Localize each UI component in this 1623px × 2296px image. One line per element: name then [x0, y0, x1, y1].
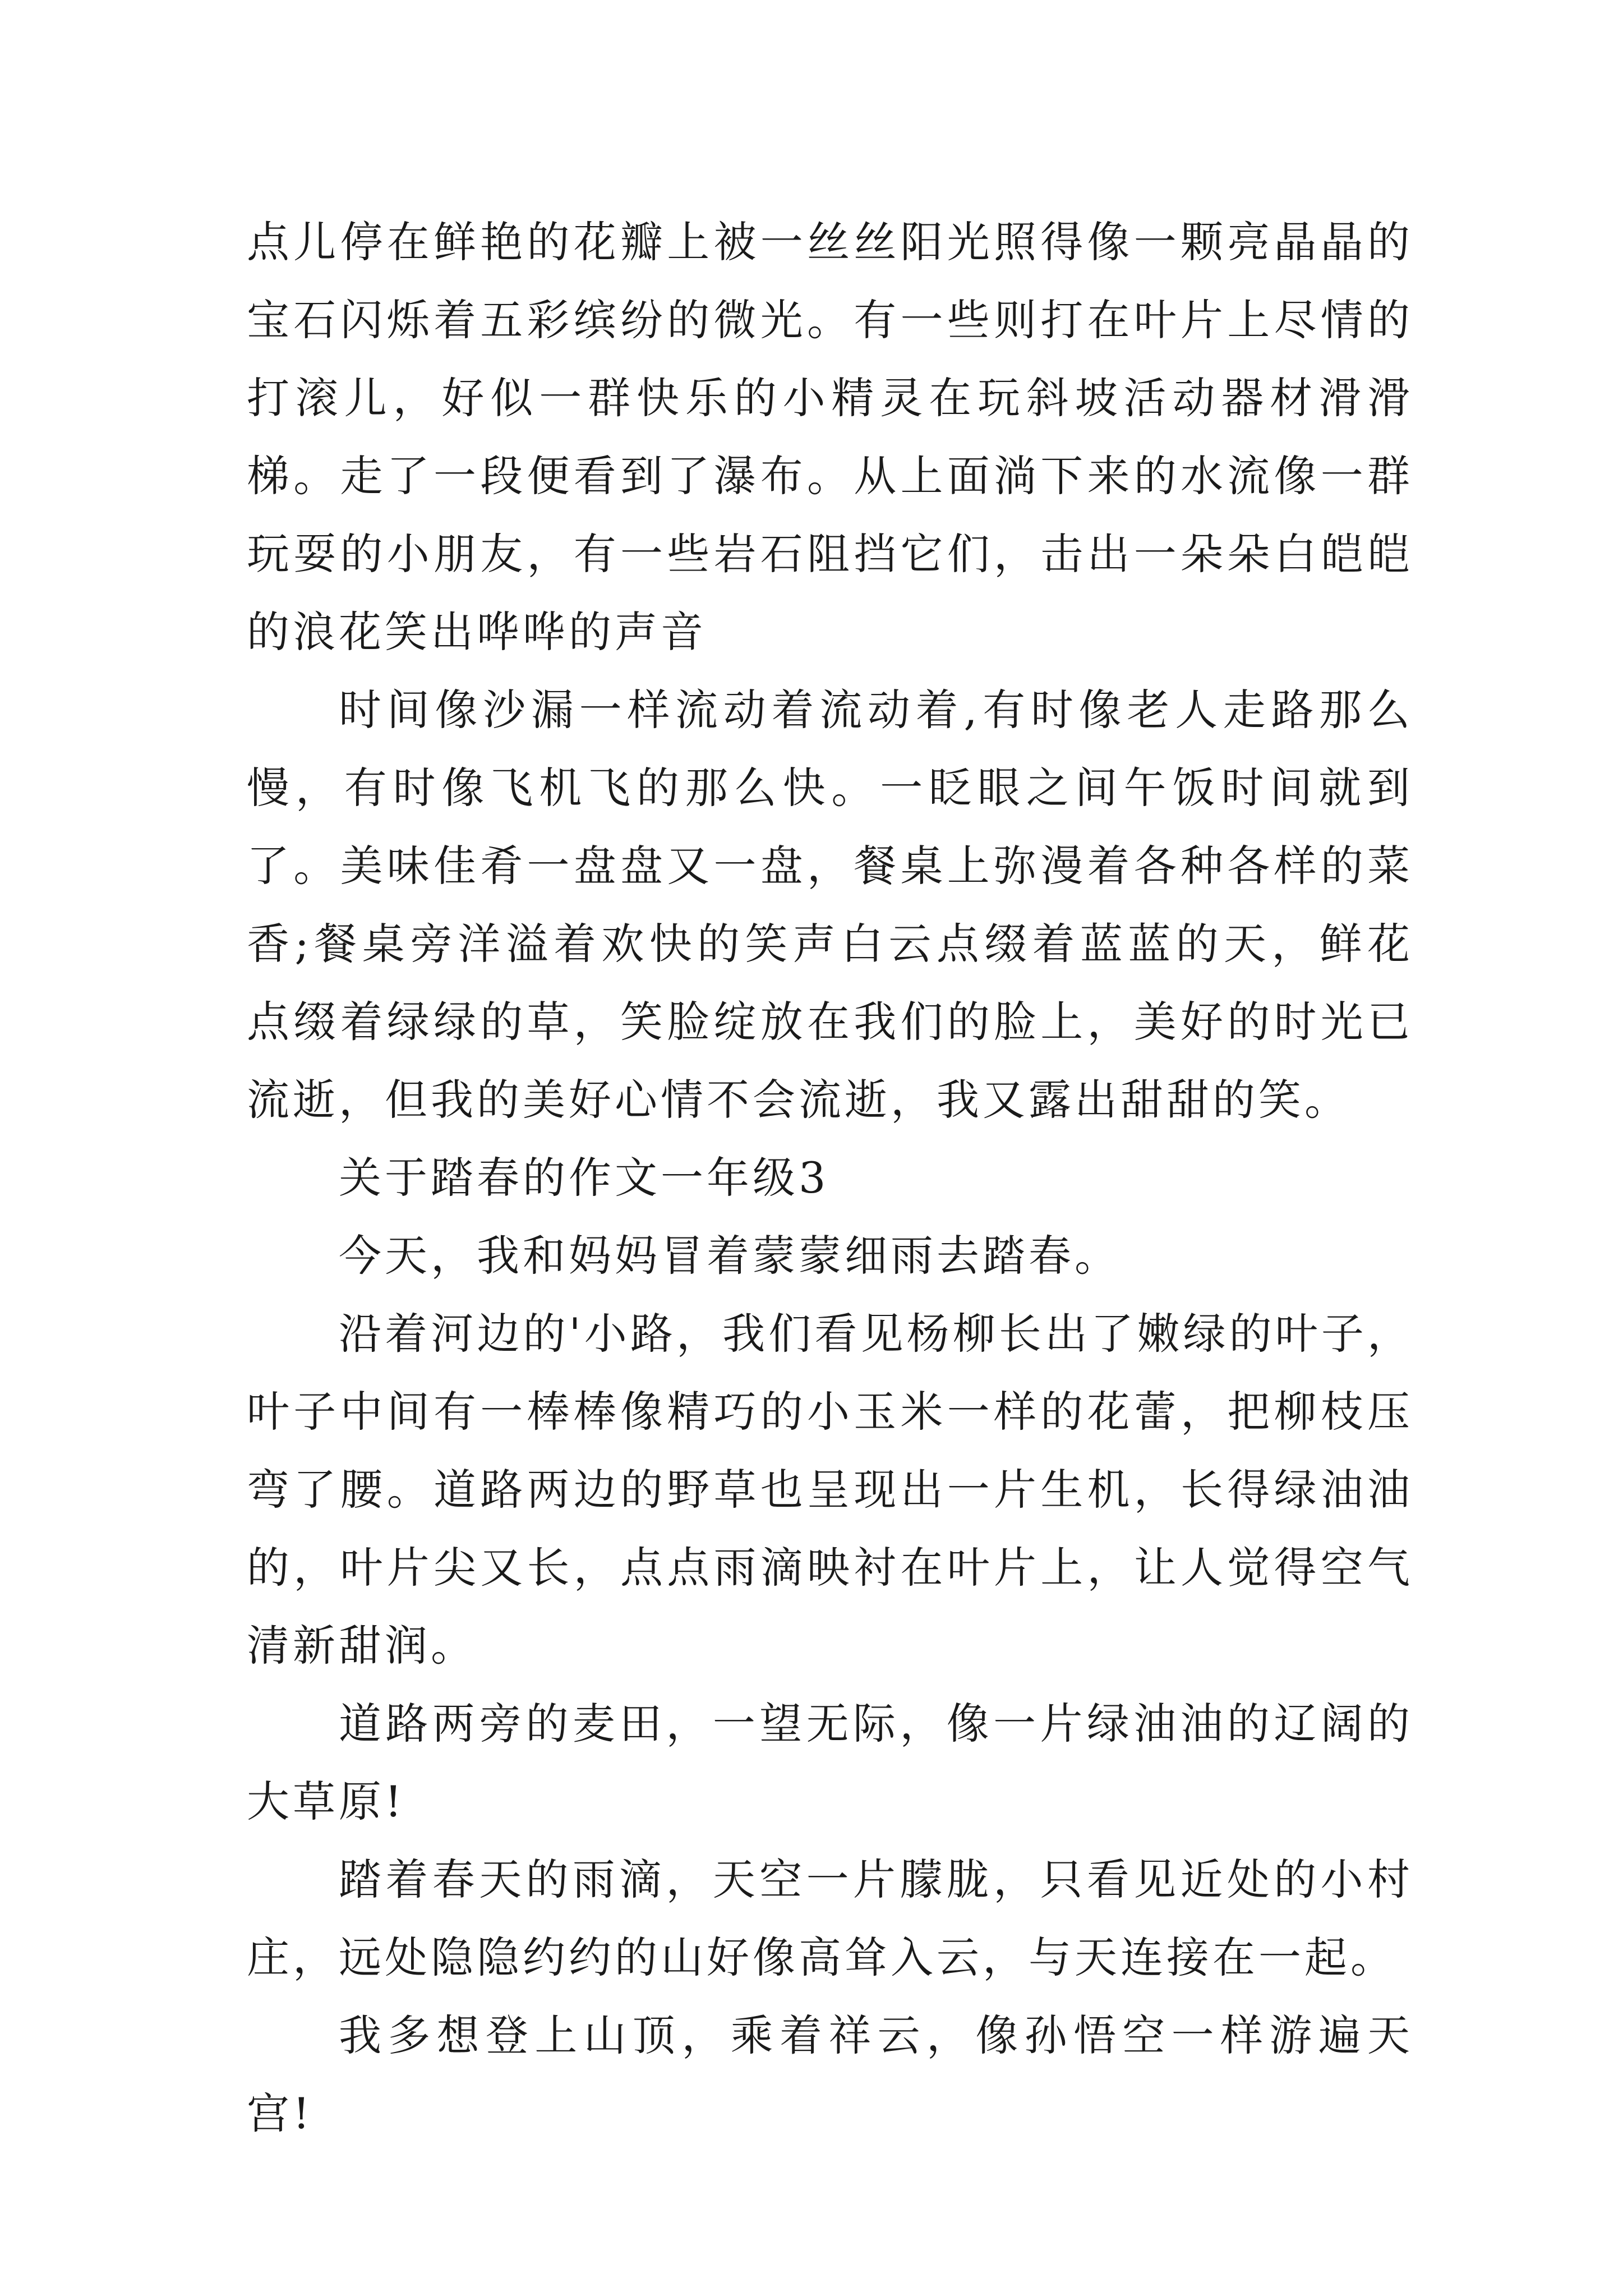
paragraph-wheat-field: 道路两旁的麦田，一望无际，像一片绿油油的辽阔的大草原! [247, 1699, 1413, 1826]
section-heading: 关于踏春的作文一年级3 [339, 1153, 829, 1203]
paragraph-today: 今天，我和妈妈冒着蒙蒙细雨去踏春。 [339, 1231, 1121, 1281]
paragraph-spring-rain: 踏着春天的雨滴，天空一片朦胧，只看见近处的小村庄，远处隐隐约约的山好像高耸入云，与天连接在一起。 [247, 1855, 1413, 1982]
paragraph-riverside: 沿着河边的'小路，我们看见杨柳长出了嫩绿的叶子，叶子中间有一棒棒像精巧的小玉米一样的花蕾，把柳枝压弯了腰。道路两边的野草也呈现出一片生机，长得绿油油的，叶片尖又长，点点雨滴映衬在叶片上，让人觉得空气清新甜润。 [247, 1309, 1413, 1671]
document-body [247, 203, 1413, 2152]
paragraph-continued: 点儿停在鲜艳的花瓣上被一丝丝阳光照得像一颗亮晶晶的宝石闪烁着五彩缤纷的微光。有一些则打在叶片上尽情的打滚儿，好似一群快乐的小精灵在玩斜坡活动器材滑滑梯。走了一段便看到了瀑布。从上面淌下来的水流像一群玩耍的小朋友，有一些岩石阻挡它们，击出一朵朵白皑皑的浪花笑出哗哗的声音 [247, 217, 1413, 657]
paragraph-mountain: 我多想登上山顶，乘着祥云，像孙悟空一样游遍天宫! [247, 2010, 1413, 2138]
paragraph-time: 时间像沙漏一样流动着流动着,有时像老人走路那么慢，有时像飞机飞的那么快。一眨眼之间午饭时间就到了。美味佳肴一盘盘又一盘，餐桌上弥漫着各种各样的菜香;餐桌旁洋溢着欢快的笑声白云点缀着蓝蓝的天，鲜花点缀着绿绿的草，笑脸绽放在我们的脸上，美好的时光已流逝，但我的美好心情不会流逝，我又露出甜甜的笑。 [247, 685, 1413, 1125]
